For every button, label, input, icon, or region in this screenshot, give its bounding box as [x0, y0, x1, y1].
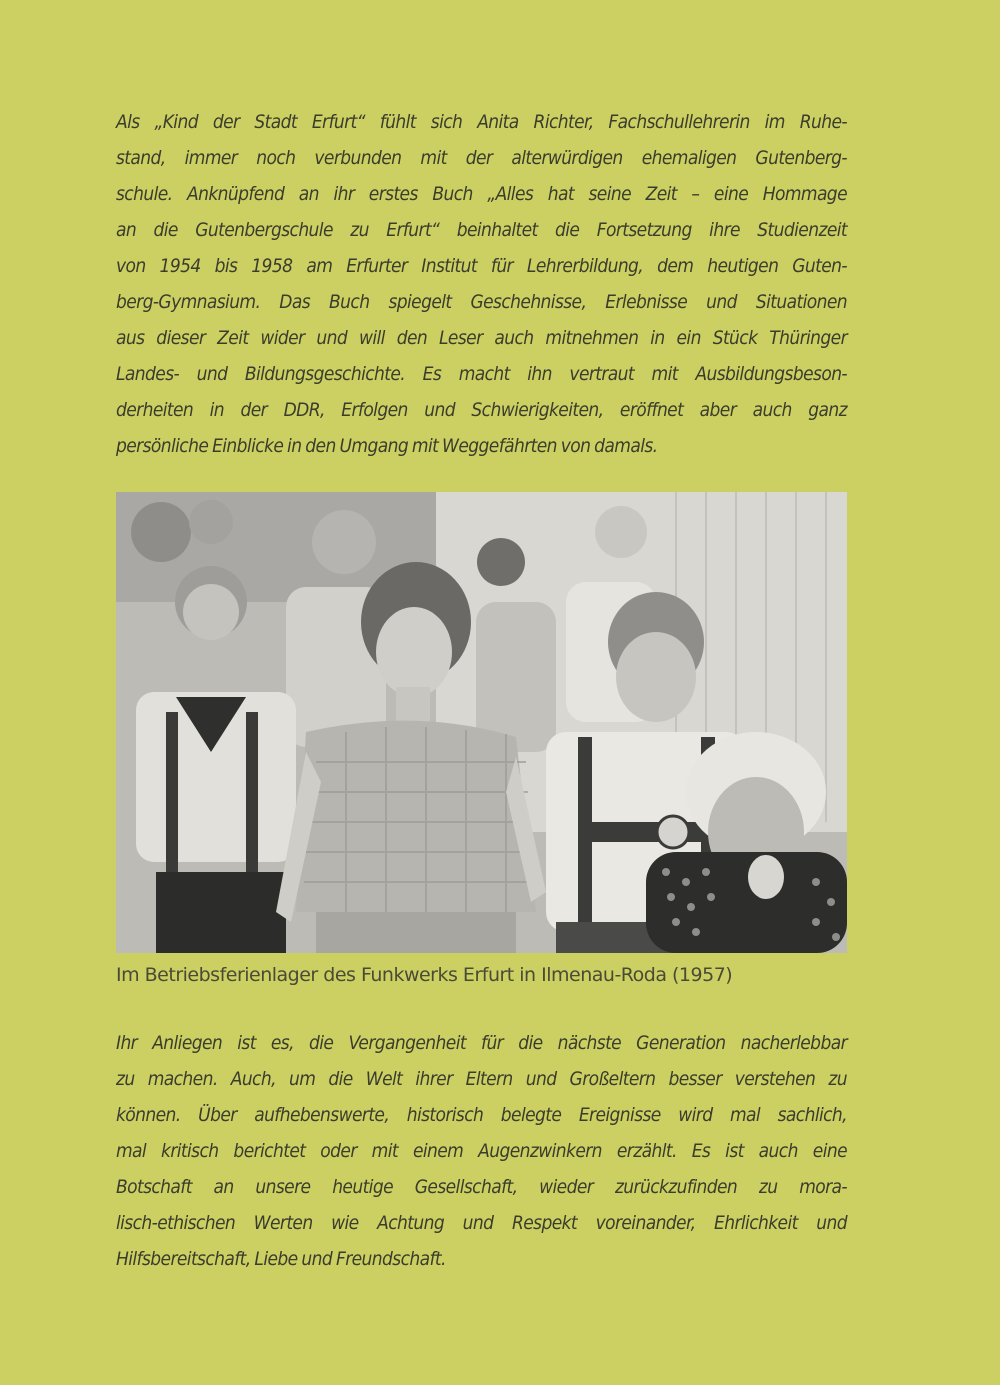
text-line: persönliche Einblicke in den Umgang mit Weggefährten von damals. — [116, 435, 658, 457]
text-line: Landes- und Bildungsgeschichte. Es macht ihn vertraut mit Ausbildungsbeson- — [116, 363, 847, 385]
text-line: schule. Anknüpfend an ihr erstes Buch „Alles hat seine Zeit – eine Hommage — [116, 183, 847, 205]
text-line: mal kritisch berichtet oder mit einem Augenzwinkern erzählt. Es ist auch eine — [116, 1140, 847, 1162]
text-line: Hilfsbereitschaft, Liebe und Freundschaft. — [116, 1248, 446, 1270]
text-line: berg-Gymnasium. Das Buch spiegelt Geschehnisse, Erlebnisse und Situationen — [116, 291, 847, 313]
text-line: Ihr Anliegen ist es, die Vergangenheit für die nächste Generation nacherlebbar — [116, 1032, 847, 1054]
text-line: an die Gutenbergschule zu Erfurt“ beinhaltet die Fortsetzung ihre Studienzeit — [116, 219, 847, 241]
text-line: können. Über aufhebenswerte, historisch belegte Ereignisse wird mal sachlich, — [116, 1104, 847, 1126]
photo-caption: Im Betriebsferienlager des Funkwerks Erfurt in Ilmenau-Roda (1957) — [116, 964, 733, 986]
text-line: Als „Kind der Stadt Erfurt“ fühlt sich Anita Richter, Fachschullehrerin im Ruhe- — [116, 111, 847, 133]
text-line: lisch-ethischen Werten wie Achtung und Respekt voreinander, Ehrlichkeit und — [116, 1212, 847, 1234]
intro-paragraph — [116, 107, 847, 467]
text-line: stand, immer noch verbunden mit der alterwürdigen ehemaligen Gutenberg- — [116, 147, 847, 169]
text-line: derheiten in der DDR, Erfolgen und Schwierigkeiten, eröffnet aber auch ganz — [116, 399, 847, 421]
photo-image-icon — [116, 492, 847, 953]
text-line: Botschaft an unsere heutige Gesellschaft, wieder zurückzufinden zu mora- — [116, 1176, 847, 1198]
text-line: von 1954 bis 1958 am Erfurter Institut für Lehrerbildung, dem heutigen Guten- — [116, 255, 847, 277]
closing-paragraph — [116, 1028, 847, 1280]
text-line: zu machen. Auch, um die Welt ihrer Eltern und Großeltern besser verstehen zu — [116, 1068, 847, 1090]
camp-photograph — [116, 492, 847, 953]
book-back-cover — [116, 0, 847, 1385]
text-line: aus dieser Zeit wider und will den Leser auch mitnehmen in ein Stück Thüringer — [116, 327, 847, 349]
